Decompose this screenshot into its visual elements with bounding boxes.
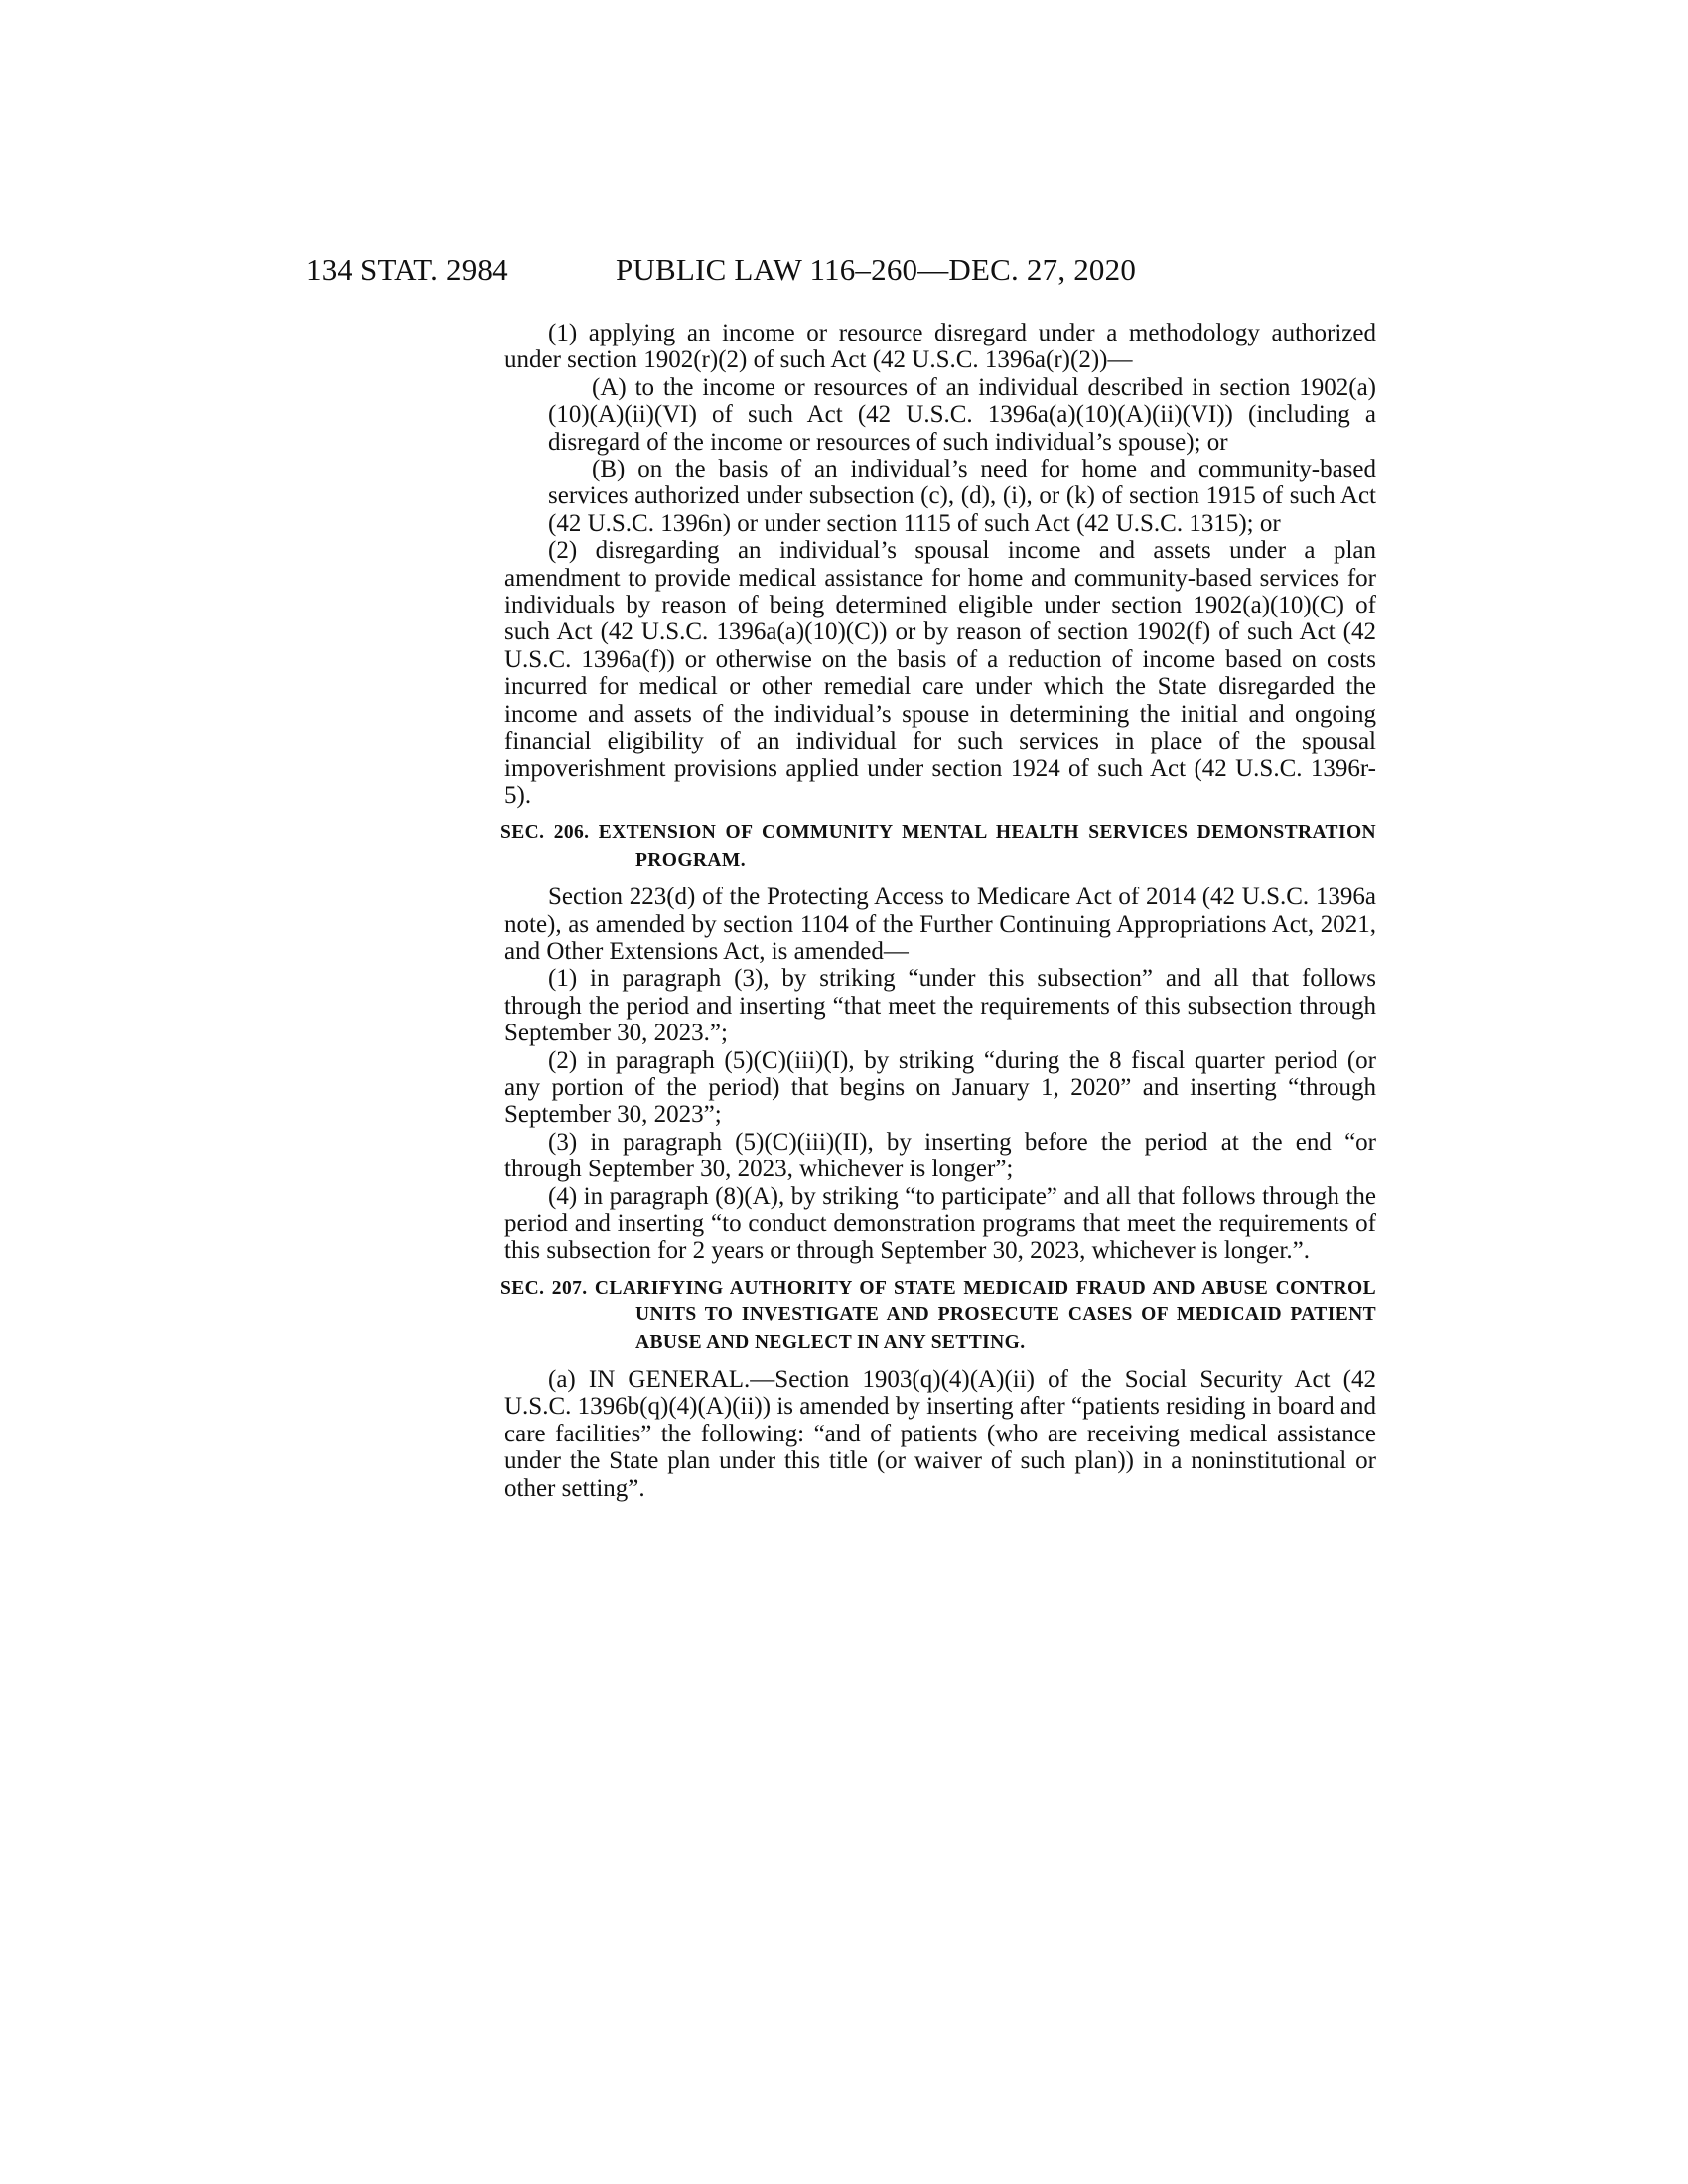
subparagraph-a: (A) to the income or resources of an individual described in section 1902(a)(10)(A)(ii)(VI) of such Act (42 U.S.C. 1396a(a)(10)(A)(ii)(VI)) (including a disregard of the income or resources of such individual’s spouse); or bbox=[548, 373, 1376, 456]
paragraph-1-methodology: (1) applying an income or resource disregard under a methodology authorized under section 1902(r)(2) of such Act (42 U.S.C. 1396a(r)(2))— bbox=[504, 320, 1376, 374]
section-207-heading: SEC. 207. CLARIFYING AUTHORITY OF STATE MEDICAID FRAUD AND ABUSE CONTROL UNITS TO INVESTIGATE AND PROSECUTE CASES OF MEDICAID PATIENT ABUSE AND NEGLECT IN ANY SETTING. bbox=[500, 1277, 1376, 1353]
stat-page-number: 134 STAT. 2984 bbox=[306, 252, 508, 287]
subparagraph-b: (B) on the basis of an individual’s need for home and community-based services authorized under subsection (c), (d), (i), or (k) of section 1915 of such Act (42 U.S.C. 1396n) or under section 1115 of such Act (42 U.S.C. 1315); or bbox=[548, 456, 1376, 537]
section-206-item-3: (3) in paragraph (5)(C)(iii)(II), by inserting before the period at the end “or through September 30, 2023, whichever is longer”; bbox=[504, 1128, 1376, 1183]
section-206-intro: Section 223(d) of the Protecting Access to Medicare Act of 2014 (42 U.S.C. 1396a note), as amended by section 1104 of the Further Continuing Appropriations Act, 2021, and Other Extensions Act, is amended— bbox=[504, 884, 1376, 965]
section-206-item-2: (2) in paragraph (5)(C)(iii)(I), by striking “during the 8 fiscal quarter period (or any portion of the period) that begins on January 1, 2020” and inserting “through September 30, 2023”; bbox=[504, 1046, 1376, 1129]
section-207-subsection-a: (a) IN GENERAL.—Section 1903(q)(4)(A)(ii) of the Social Security Act (42 U.S.C. 1396b(q)(4)(A)(ii)) is amended by inserting after “patients residing in board and care facilities” the following: “and of patients (who are receiving medical assistance under the State plan under this title (or waiver of such plan)) in a noninstitutional or other setting”. bbox=[504, 1366, 1376, 1502]
section-206-item-4: (4) in paragraph (8)(A), by striking “to participate” and all that follows through the period and inserting “to conduct demonstration programs that meet the requirements of this subsection for 2 years or through September 30, 2023, whichever is longer.”. bbox=[504, 1182, 1376, 1265]
section-206-heading: SEC. 206. EXTENSION OF COMMUNITY MENTAL HEALTH SERVICES DEMONSTRATION PROGRAM. bbox=[500, 822, 1376, 871]
section-206-item-1: (1) in paragraph (3), by striking “under this subsection” and all that follows through the period and inserting “that meet the requirements of this subsection through September 30, 2023.”; bbox=[504, 965, 1376, 1047]
paragraph-2-spousal-income: (2) disregarding an individual’s spousal income and assets under a plan amendment to provide medical assistance for home and community-based services for individuals by reason of being determined eligible under section 1902(a)(10)(C) of such Act (42 U.S.C. 1396a(a)(10)(C)) or by reason of section 1902(f) of such Act (42 U.S.C. 1396a(f)) or otherwise on the basis of a reduction of income based on costs incurred for medical or other remedial care under which the State disregarded the income and assets of the individual’s spouse in determining the initial and ongoing financial eligibility of an individual for such services in place of the spousal impoverishment provisions applied under section 1924 of such Act (42 U.S.C. 1396r-5). bbox=[504, 537, 1376, 809]
document-body bbox=[500, 320, 1376, 1502]
public-law-date: PUBLIC LAW 116–260—DEC. 27, 2020 bbox=[616, 252, 1137, 287]
